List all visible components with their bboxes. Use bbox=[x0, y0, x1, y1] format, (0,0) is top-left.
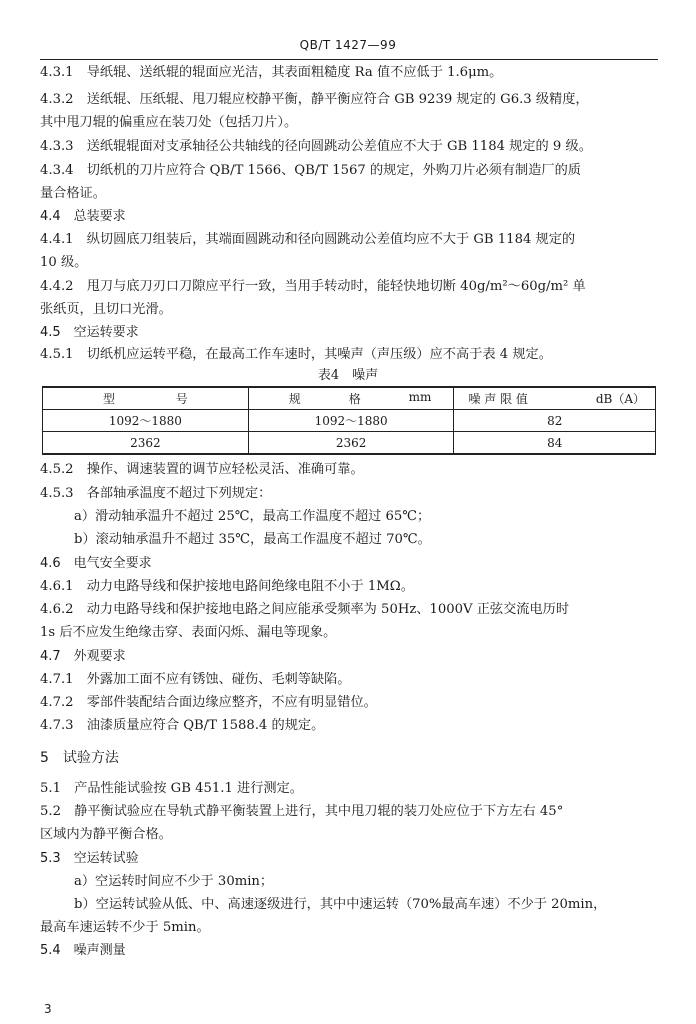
header-spec bbox=[248, 387, 454, 410]
clause-5-1: 5.1 产品性能试验按 GB 451.1 进行测定。 bbox=[40, 781, 303, 796]
clause-4-3-2: 4.3.2 送纸辊、压纸辊、甩刀辊应校静平衡，静平衡应符合 GB 9239 规定的 G6.3 级精度， bbox=[40, 92, 589, 107]
page-header: QB/T 1427—99 bbox=[299, 38, 397, 52]
header-spec-b: 格 bbox=[348, 392, 361, 406]
clause-5-2-cont: 区域内为静平衡合格。 bbox=[40, 827, 172, 842]
cell-spec: 1092～1880 bbox=[248, 410, 454, 432]
header-rule bbox=[40, 59, 658, 60]
clause-4-3-2-cont: 其中甩刀辊的偏重应在装刀处（包括刀片）。 bbox=[40, 115, 298, 130]
clause-4-3-4: 4.3.4 切纸机的刀片应符合 QB/T 1566、QB/T 1567 的规定，外购刀片必须有制造厂的质 bbox=[40, 163, 581, 178]
clause-4-4-2-cont: 张纸页，且切口光滑。 bbox=[40, 302, 172, 317]
section-4-6-heading: 4.6 电气安全要求 bbox=[40, 556, 152, 571]
section-5-heading: 5 试验方法 bbox=[40, 750, 119, 766]
page-number: 3 bbox=[44, 1002, 52, 1016]
clause-5-3-a: a）空运转时间应不少于 30min； bbox=[74, 874, 274, 889]
clause-4-4-2: 4.4.2 甩刀与底刀刃口刀隙应平行一致，当用手转动时，能轻快地切断 40g/m²～60g/m² 单 bbox=[40, 279, 586, 294]
clause-4-5-1: 4.5.1 切纸机应运转平稳，在最高工作车速时，其噪声（声压级）应不高于表 4 规定。 bbox=[40, 347, 552, 362]
section-5-4-heading: 5.4 噪声测量 bbox=[40, 943, 126, 958]
header-noise bbox=[454, 387, 656, 410]
table-row bbox=[43, 410, 656, 432]
clause-4-4-1: 4.4.1 纵切圆底刀组装后，其端面圆跳动和径向圆跳动公差值均应不大于 GB 1184 规定的 bbox=[40, 232, 576, 247]
clause-4-4-1-cont: 10 级。 bbox=[40, 255, 88, 270]
clause-4-7-2: 4.7.2 零部件装配结合面边缘应整齐，不应有明显错位。 bbox=[40, 695, 377, 710]
noise-table bbox=[42, 386, 656, 455]
header-spec-unit: mm bbox=[408, 390, 432, 404]
table-header-row bbox=[43, 387, 656, 410]
clause-4-3-1: 4.3.1 导纸辊、送纸辊的辊面应光洁，其表面粗糙度 Ra 值不应低于 1.6μm。 bbox=[40, 65, 503, 80]
header-spec-a: 规 bbox=[288, 392, 301, 406]
clause-4-5-3-b: b）滚动轴承温升不超过 35℃，最高工作温度不超过 70℃。 bbox=[74, 532, 431, 547]
section-4-7-heading: 4.7 外观要求 bbox=[40, 649, 126, 664]
clause-5-2: 5.2 静平衡试验应在导轨式静平衡装置上进行，其中甩刀辊的装刀处应位于下方左右 45° bbox=[40, 804, 564, 819]
clause-4-3-3: 4.3.3 送纸辊辊面对支承轴径公共轴线的径向圆跳动公差值应不大于 GB 1184 规定的 9 级。 bbox=[40, 139, 592, 154]
cell-spec: 2362 bbox=[248, 432, 454, 455]
clause-4-3-4-cont: 量合格证。 bbox=[40, 186, 106, 201]
header-model bbox=[43, 387, 249, 410]
clause-4-6-1: 4.6.1 动力电路导线和保护接地电路间绝缘电阻不小于 1MΩ。 bbox=[40, 579, 414, 594]
section-5-3-heading: 5.3 空运转试验 bbox=[40, 851, 139, 866]
table-title: 表4 噪声 bbox=[317, 368, 379, 383]
cell-noise: 82 bbox=[454, 410, 656, 432]
clause-4-6-2-cont: 1s 后不应发生绝缘击穿、表面闪烁、漏电等现象。 bbox=[40, 625, 337, 640]
header-noise-label: 噪 声 限 值 bbox=[468, 392, 528, 406]
clause-4-7-1: 4.7.1 外露加工面不应有锈蚀、碰伤、毛刺等缺陷。 bbox=[40, 672, 351, 687]
section-4-5-heading: 4.5 空运转要求 bbox=[40, 325, 139, 340]
clause-5-3-b-cont: 最高车速运转不少于 5min。 bbox=[40, 920, 210, 935]
cell-model: 2362 bbox=[43, 432, 249, 455]
table-row bbox=[43, 432, 656, 455]
clause-4-5-3-a: a）滑动轴承温升不超过 25℃，最高工作温度不超过 65℃； bbox=[74, 509, 431, 524]
clause-4-7-3: 4.7.3 油漆质量应符合 QB/T 1588.4 的规定。 bbox=[40, 718, 325, 733]
clause-4-5-2: 4.5.2 操作、调速装置的调节应轻松灵活、准确可靠。 bbox=[40, 462, 364, 477]
clause-4-6-2: 4.6.2 动力电路导线和保护接地电路之间应能承受频率为 50Hz、1000V 正弦交流电历时 bbox=[40, 602, 570, 617]
clause-4-5-3: 4.5.3 各部轴承温度不超过下列规定： bbox=[40, 486, 272, 501]
header-model-b: 号 bbox=[175, 392, 188, 406]
clause-5-3-b: b）空运转试验从低、中、高速逐级进行，其中中速运转（70%最高车速）不少于 20min， bbox=[74, 897, 607, 912]
header-model-a: 型 bbox=[103, 392, 116, 406]
header-noise-unit: dB（A） bbox=[595, 392, 645, 406]
section-4-4-heading: 4.4 总装要求 bbox=[40, 209, 126, 224]
cell-model: 1092～1880 bbox=[43, 410, 249, 432]
cell-noise: 84 bbox=[454, 432, 656, 455]
